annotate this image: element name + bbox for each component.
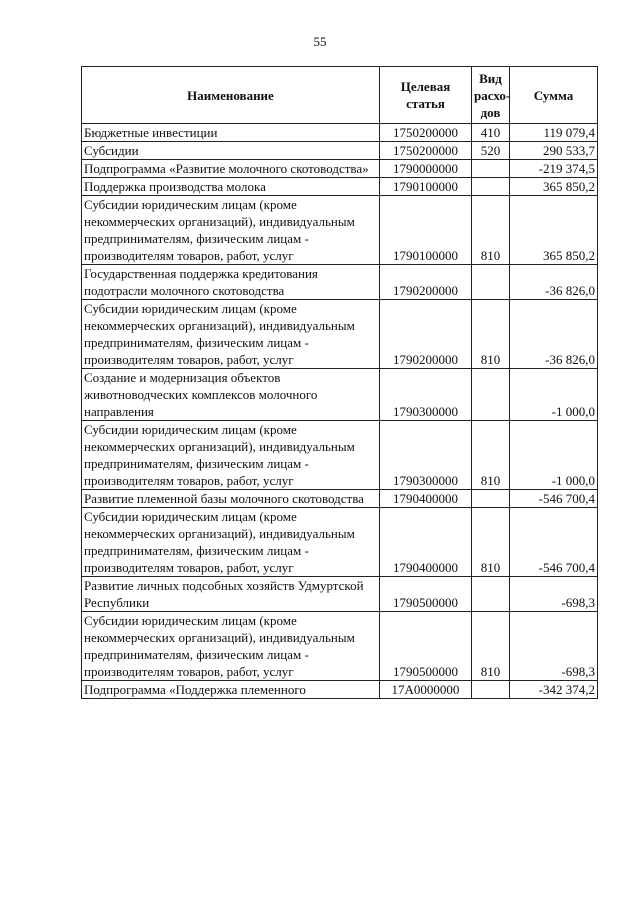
row-kind: 810 — [472, 612, 510, 681]
table-row — [82, 196, 598, 265]
header-kind: Вид расхо-дов — [472, 67, 510, 124]
budget-table — [81, 66, 598, 699]
row-sum: 365 850,2 — [510, 178, 598, 196]
row-sum: -36 826,0 — [510, 265, 598, 300]
row-sum: 290 533,7 — [510, 142, 598, 160]
row-name: Субсидии юридическим лицам (кроме некоммерческих организаций), индивидуальным предпринимателям, физическим лицам - производителям товаров, работ, услуг — [82, 196, 380, 265]
row-name: Развитие личных подсобных хозяйств Удмуртской Республики — [82, 577, 380, 612]
row-code: 1750200000 — [380, 124, 472, 142]
row-name: Субсидии юридическим лицам (кроме некоммерческих организаций), индивидуальным предпринимателям, физическим лицам - производителям товаров, работ, услуг — [82, 508, 380, 577]
row-name: Субсидии юридическим лицам (кроме некоммерческих организаций), индивидуальным предпринимателям, физическим лицам - производителям товаров, работ, услуг — [82, 612, 380, 681]
row-kind: 810 — [472, 508, 510, 577]
table-row — [82, 178, 598, 196]
row-sum: -698,3 — [510, 612, 598, 681]
header-row — [82, 67, 598, 124]
row-code: 1790100000 — [380, 196, 472, 265]
table-row — [82, 490, 598, 508]
row-sum: -342 374,2 — [510, 681, 598, 699]
header-name: Наименование — [82, 67, 380, 124]
header-sum: Сумма — [510, 67, 598, 124]
row-kind: 520 — [472, 142, 510, 160]
row-kind: 810 — [472, 300, 510, 369]
row-name: Бюджетные инвестиции — [82, 124, 380, 142]
row-code: 17А0000000 — [380, 681, 472, 699]
row-kind — [472, 178, 510, 196]
row-code: 1790500000 — [380, 612, 472, 681]
row-sum: -698,3 — [510, 577, 598, 612]
row-code: 1790400000 — [380, 508, 472, 577]
table-row — [82, 369, 598, 421]
row-code: 1790200000 — [380, 265, 472, 300]
row-code: 1790300000 — [380, 421, 472, 490]
row-kind: 810 — [472, 421, 510, 490]
row-name: Субсидии юридическим лицам (кроме некоммерческих организаций), индивидуальным предпринимателям, физическим лицам - производителям товаров, работ, услуг — [82, 421, 380, 490]
row-kind — [472, 160, 510, 178]
row-name: Создание и модернизация объектов животноводческих комплексов молочного направления — [82, 369, 380, 421]
row-code: 1790000000 — [380, 160, 472, 178]
row-sum: -219 374,5 — [510, 160, 598, 178]
table-row — [82, 300, 598, 369]
table-header — [82, 67, 598, 124]
row-name: Подпрограмма «Поддержка племенного — [82, 681, 380, 699]
row-name: Развитие племенной базы молочного скотоводства — [82, 490, 380, 508]
row-code: 1790500000 — [380, 577, 472, 612]
row-sum: -546 700,4 — [510, 508, 598, 577]
table-row — [82, 577, 598, 612]
row-code: 1790100000 — [380, 178, 472, 196]
row-sum: -1 000,0 — [510, 369, 598, 421]
row-sum: 365 850,2 — [510, 196, 598, 265]
row-kind — [472, 577, 510, 612]
row-name: Субсидии — [82, 142, 380, 160]
table-row — [82, 421, 598, 490]
row-code: 1750200000 — [380, 142, 472, 160]
table-row — [82, 160, 598, 178]
row-sum: -1 000,0 — [510, 421, 598, 490]
row-name: Поддержка производства молока — [82, 178, 380, 196]
page-number: 55 — [313, 34, 327, 49]
row-sum: 119 079,4 — [510, 124, 598, 142]
table-row — [82, 508, 598, 577]
row-name: Государственная поддержка кредитования подотрасли молочного скотоводства — [82, 265, 380, 300]
table-row — [82, 612, 598, 681]
row-kind: 810 — [472, 196, 510, 265]
table-row — [82, 124, 598, 142]
table-row — [82, 681, 598, 699]
header-code: Целевая статья — [380, 67, 472, 124]
row-code: 1790300000 — [380, 369, 472, 421]
table-row — [82, 265, 598, 300]
row-sum: -36 826,0 — [510, 300, 598, 369]
row-sum: -546 700,4 — [510, 490, 598, 508]
row-kind — [472, 265, 510, 300]
row-code: 1790400000 — [380, 490, 472, 508]
row-code: 1790200000 — [380, 300, 472, 369]
row-kind: 410 — [472, 124, 510, 142]
row-kind — [472, 490, 510, 508]
row-name: Субсидии юридическим лицам (кроме некоммерческих организаций), индивидуальным предпринимателям, физическим лицам - производителям товаров, работ, услуг — [82, 300, 380, 369]
row-kind — [472, 681, 510, 699]
table-row — [82, 142, 598, 160]
table-body — [82, 124, 598, 699]
row-kind — [472, 369, 510, 421]
row-name: Подпрограмма «Развитие молочного скотоводства» — [82, 160, 380, 178]
